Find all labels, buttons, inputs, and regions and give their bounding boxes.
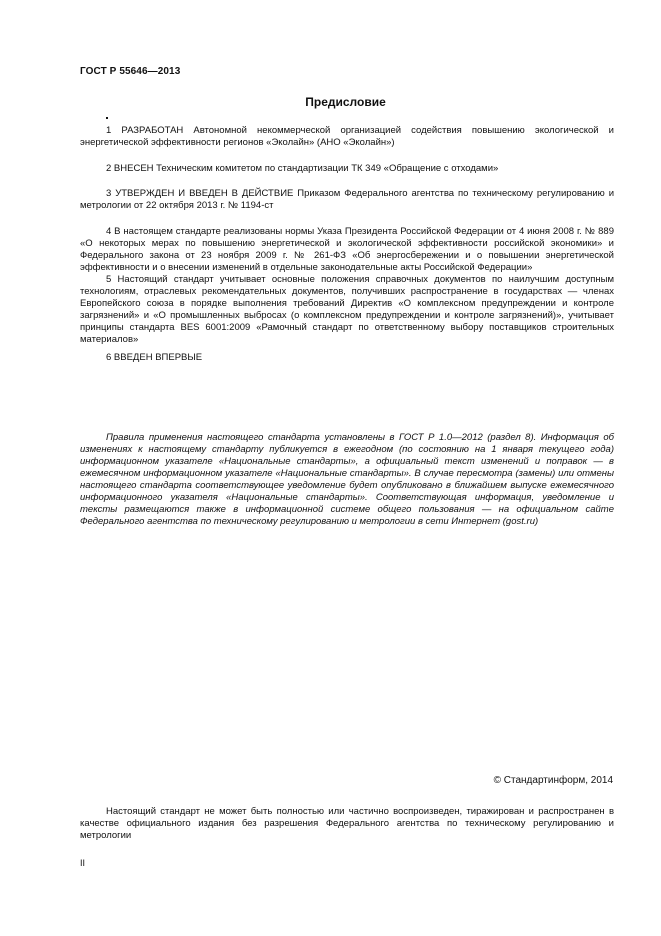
item-1 — [80, 125, 614, 149]
item-3 — [80, 188, 614, 212]
items-4-5 — [80, 226, 614, 346]
item-5-text: 5 Настоящий стандарт учитывает основные положения справочных документов по наилучшим доступным технологиям, отраслевых рекомендательных документов, получивших распространение в государствах — членах Европейского союза в порядке выполнения требований Директив «О комплексном предупреждении и контроле загрязнений» и «О промышленных выбросах (о комплексном предупреждении и контроле загрязнений)», учитывает принципы стандарта BES 6001:2009 «Рамочный стандарт по ответственному выбору поставщиков строительных материалов» — [80, 274, 614, 345]
item-3-text: 3 УТВЕРЖДЕН И ВВЕДЕН В ДЕЙСТВИЕ Приказом Федерального агентства по техническому регулированию и метрологии от 22 октября 2013 г. № 1194-ст — [80, 188, 614, 211]
page-number: II — [80, 858, 86, 868]
copyright: © Стандартинформ, 2014 — [493, 775, 613, 786]
disclaimer-text: Настоящий стандарт не может быть полностью или частично воспроизведен, тиражирован и распространен в качестве официального издания без разрешения Федерального агентства по техническому регулированию и метрологии — [80, 806, 614, 841]
item-2 — [80, 163, 614, 175]
item-6 — [80, 352, 614, 364]
page-title: Предисловие — [305, 95, 386, 109]
usage-note — [80, 432, 614, 528]
disclaimer — [80, 806, 614, 842]
item-6-text: 6 ВВЕДЕН ВПЕРВЫЕ — [106, 352, 203, 363]
item-4-text: 4 В настоящем стандарте реализованы нормы Указа Президента Российской Федерации от 4 июня 2008 г. № 889 «О некоторых мерах по повышению энергетической и экологической эффективности российской экономики» и Федерального закона от 23 ноября 2009 г. № 261-ФЗ «Об энергосбережении и о повышении энергетической эффективности и о внесении изменений в отдельные законодательные акты Российской Федерации» — [80, 226, 614, 273]
document-code: ГОСТ Р 55646—2013 — [80, 66, 181, 77]
stray-mark — [106, 117, 108, 119]
item-2-text: 2 ВНЕСЕН Техническим комитетом по стандартизации ТК 349 «Обращение с отходами» — [106, 163, 499, 174]
usage-note-text: Правила применения настоящего стандарта установлены в ГОСТ Р 1.0—2012 (раздел 8). Информация об изменениях к настоящему стандарту публикуется в ежегодном (по состоянию на 1 января текущего года) информационном указателе «Национальные стандарты», а официальный текст изменений и поправок — в ежемесячном информационном указателе «Национальные стандарты». В случае пересмотра (замены) или отмены настоящего стандарта соответствующее уведомление будет опубликовано в ближайшем выпуске ежемесячного информационного указателя «Национальные стандарты». Соответствующая информация, уведомление и тексты размещаются также в информационной системе общего пользования — на официальном сайте Федерального агентства по техническому регулированию и метрологии в сети Интернет (gost.ru) — [80, 432, 614, 527]
item-1-text: 1 РАЗРАБОТАН Автономной некоммерческой организацией содействия повышению экологической и энергетической эффективности регионов «Эколайн» (АНО «Эколайн») — [80, 125, 614, 148]
